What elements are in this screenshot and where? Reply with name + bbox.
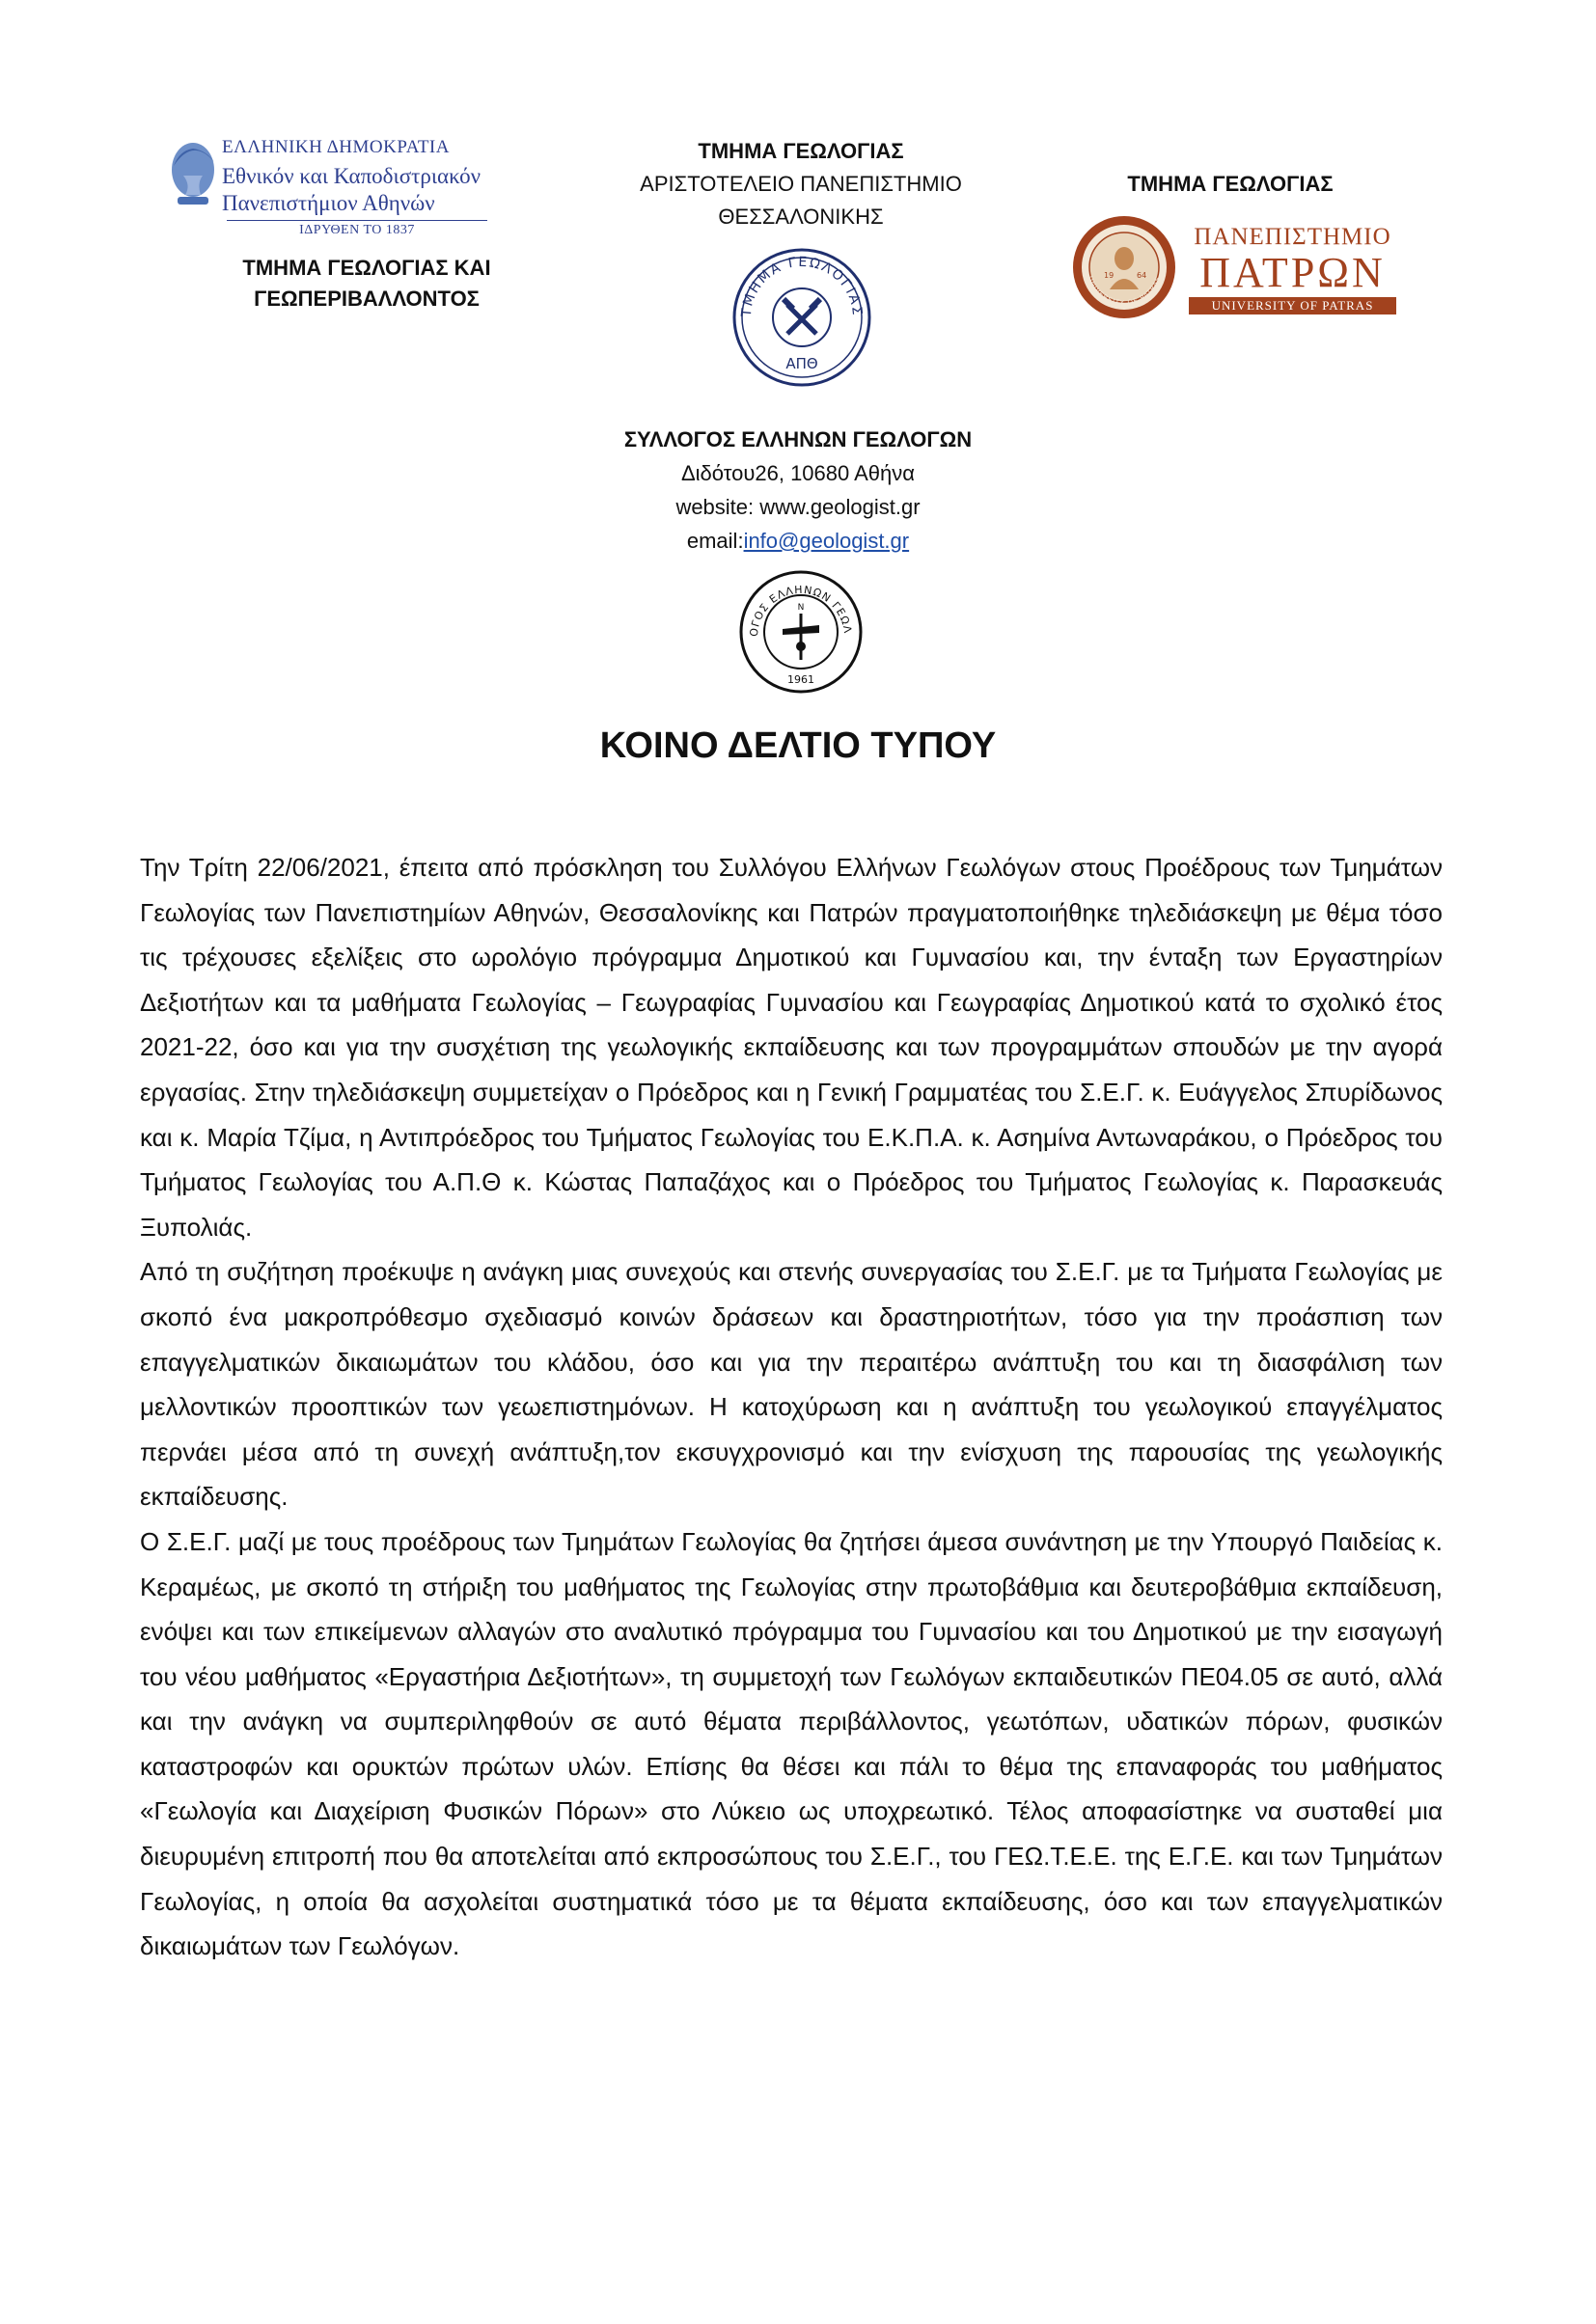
athena-head-logo	[164, 137, 222, 233]
body-paragraph-2: Από τη συζήτηση προέκυψε η ανάγκη μιας συνεχούς και στενής συνεργασίας του Σ.Ε.Γ. με τα Τμήματα Γεωλογίας με σκοπό ένα μακροπρόθεσμο σχεδιασμό κοινών δράσεων και δραστηριοτήτων, τόσο για την προάσπιση των επαγγελματικών δικαιωμάτων του κλάδου, όσο και για την περαιτέρω ανάπτυξη του και τη διασφάλιση των μελλοντικών προοπτικών των γεωεπιστημόνων. Η κατοχύρωση και η ανάπτυξη του γεωλογικού επαγγέλματος περνάει μέσα από τη συνεχή ανάπτυξη,τον εκσυγχρονισμό και την ενίσχυση της παρουσίας της γεωλογικής εκπαίδευσης.	[140, 1257, 1443, 1512]
body-paragraph-3: Ο Σ.Ε.Γ. μαζί με τους προέδρους των Τμημάτων Γεωλογίας θα ζητήσει άμεσα συνάντηση με την Υπουργό Παιδείας κ. Κεραμέως, με σκοπό τη στήριξη του μαθήματος της Γεωλογίας στην πρωτοβάθμια και δευτεροβάθμια εκπαίδευση, ενόψει και των επικείμενων αλλαγών στο αναλυτικό πρόγραμμα του Γυμνασίου και του Δημοτικού με την εισαγωγή του νέου μαθήματος «Εργαστήρια Δεξιοτήτων», τη συμμετοχή των Γεωλόγων εκπαιδευτικών ΠΕ04.05 σε αυτό, αλλά και την ανάγκη να συμπεριληφθούν σε αυτό θέματα περιβάλλοντος, γεωτόπων, υδατικών πόρων, φυσικών καταστροφών και ορυκτών πρώτων υλών. Επίσης θα θέσει και πάλι το θέμα της επαναφοράς του μαθήματος «Γεωλογία και Διαχείριση Φυσικών Πόρων» στο Λύκειο ως υποχρεωτικό. Τέλος αποφασίστηκε να συσταθεί μια διευρυμένη επιτροπή που θα αποτελείται από εκπροσώπους του Σ.Ε.Γ., του ΓΕΩ.Τ.Ε.Ε. της Ε.Γ.Ε. και των Τμημάτων Γεωλογίας, η οποία θα ασχολείται συστηματικά τόσο με τα θέματα εκπαίδευσης, όσο και των επαγγελματικών δικαιωμάτων των Γεωλόγων.	[140, 1526, 1443, 1961]
patras-name-line1: ΠΑΝΕΠΙΣΤΗΜΙΟ	[1194, 224, 1391, 250]
patras-name-line2: ΠΑΤΡΩΝ	[1199, 249, 1386, 296]
association-seal-text: ΟΓΟΣ ΕΛΛΗΝΩΝ ΓΕΩΛ	[747, 583, 855, 638]
patras-seal-year-right: 64	[1137, 271, 1147, 280]
athens-dept-line2: ΓΕΩΠΕΡΙΒΑΛΛΟΝΤΟΣ	[254, 287, 480, 311]
patras-seal-text: UNIVERSITY OF PATRAS	[1086, 275, 1163, 308]
association-name: ΣΥΛΛΟΓΟΣ ΕΛΛΗΝΩΝ ΓΕΩΛΟΓΩΝ	[623, 427, 973, 451]
thessaloniki-university: ΑΡΙΣΤΟΤΕΛΕΙΟ ΠΑΝΕΠΙΣΤΗΜΙΟ	[640, 172, 962, 196]
body-paragraph-1: Την Τρίτη 22/06/2021, έπειτα από πρόσκληση του Συλλόγου Ελλήνων Γεωλόγων στους Προέδρους των Τμημάτων Γεωλογίας των Πανεπιστημίων Αθηνών, Θεσσαλονίκης και Πατρών πραγματοποιήθηκε τηλεδιάσκεψη με θέμα τόσο τις τρέχουσες εξελίξεις στο ωρολόγιο πρόγραμμα Δημοτικού και Γυμνασίου και, την ένταξη των Εργαστηρίων Δεξιοτήτων και τα μαθήματα Γεωλογίας – Γεωγραφίας Γυμνασίου και Γεωγραφίας Δημοτικού κατά το σχολικό έτος 2021-22, όσο και για την συσχέτιση της γεωλογικής εκπαίδευσης και των προγραμμάτων σπουδών με την αγορά εργασίας. Στην τηλεδιάσκεψη συμμετείχαν ο Πρόεδρος και η Γενική Γραμματέας του Σ.Ε.Γ. κ. Ευάγγελος Σπυρίδωνος και κ. Μαρία Τζίμα, η Αντιπρόεδρος του Τμήματος Γεωλογίας του Ε.Κ.Π.Α. κ. Ασημίνα Αντωναράκου, ο Πρόεδρος του Τμήματος Γεωλογίας του Α.Π.Θ κ. Κώστας Παπαζάχος και ο Πρόεδρος του Τμήματος Γεωλογίας κ. Παρασκευάς Ξυπολιάς.	[140, 853, 1443, 1242]
association-email-label: email:	[686, 529, 744, 553]
patras-seal	[1071, 214, 1177, 320]
association-address: Διδότου26, 10680 Αθήνα	[680, 461, 916, 485]
patras-department: ΤΜΗΜΑ ΓΕΩΛΟΓΙΑΣ	[1127, 172, 1334, 196]
athens-founded: ΙΔΡΥΘΕΝ ΤΟ 1837	[227, 220, 487, 238]
svg-text:ΤΜΗΜΑ ΓΕΩΛΟΓΙΑΣ	[739, 255, 866, 318]
thessaloniki-seal-bottom: ΑΠΘ	[785, 355, 818, 372]
thessaloniki-seal-text: ΤΜΗΜΑ ΓΕΩΛΟΓΙΑΣ	[738, 254, 866, 318]
thessaloniki-dept: ΤΜΗΜΑ ΓΕΩΛΟΓΙΑΣ	[698, 139, 904, 163]
association-seal-n: N	[797, 603, 805, 613]
athens-dept-line1: ΤΜΗΜΑ ΓΕΩΛΟΓΙΑΣ ΚΑΙ	[242, 256, 491, 280]
association-block	[482, 423, 1114, 558]
athens-university-name	[222, 137, 560, 238]
association-seal	[738, 569, 864, 695]
athens-department	[222, 253, 511, 314]
patras-university-name	[1189, 224, 1396, 314]
thessaloniki-block	[579, 135, 1023, 233]
thessaloniki-city: ΘΕΣΣΑΛΟΝΙΚΗΣ	[718, 205, 884, 229]
athens-name-line2: Πανεπιστήμιον Αθηνών	[222, 191, 435, 215]
association-email-line	[482, 524, 1114, 558]
association-email-link[interactable]: info@geologist.gr	[743, 529, 910, 553]
page-title: ΚΟΙΝΟ ΔΕΛΤΙΟ ΤΥΠΟΥ	[599, 725, 997, 766]
athens-name-line1: Εθνικόν και Καποδιστριακόν	[222, 164, 482, 188]
thessaloniki-geology-seal	[731, 247, 872, 388]
association-seal-year: 1961	[787, 673, 814, 686]
press-release-body	[140, 845, 1443, 1969]
patras-seal-year-left: 19	[1104, 271, 1114, 280]
athens-republic-label: ΕΛΛΗΝΙΚΗ ΔΗΜΟΚΡΑΤΙΑ	[222, 137, 450, 157]
association-website: website: www.geologist.gr	[675, 495, 921, 519]
patras-name-line3: UNIVERSITY OF PATRAS	[1189, 297, 1396, 314]
